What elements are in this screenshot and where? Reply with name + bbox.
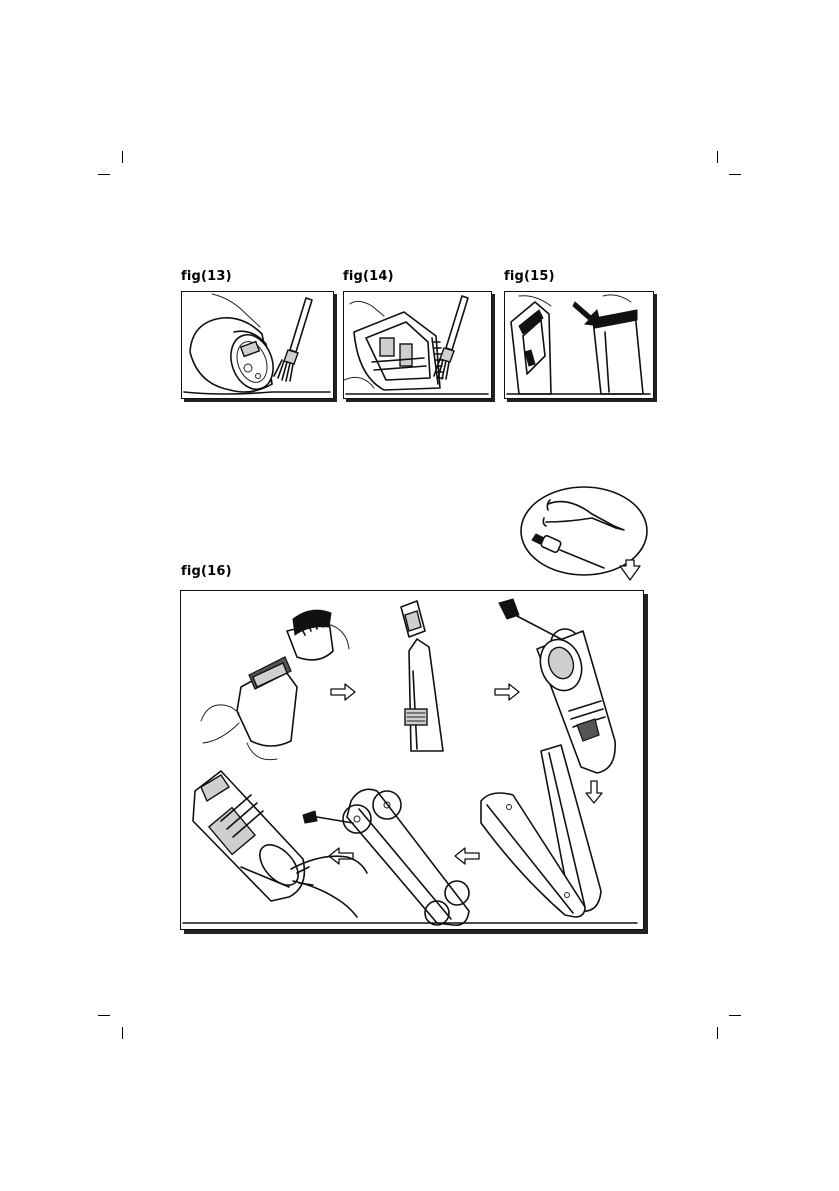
crop-mark-top-right-v [717, 151, 718, 163]
crop-mark-top-left-h [98, 174, 110, 175]
step-arrow-icon [495, 684, 519, 700]
fig15-caption: fig(15) [504, 269, 555, 284]
step-6-disassembly [193, 771, 367, 917]
fig15-illustration [504, 291, 654, 399]
fig16-caption: fig(16) [181, 564, 232, 579]
step-arrow-icon [586, 781, 602, 803]
step-2-blade-detail [401, 601, 443, 751]
crop-mark-bottom-left-v [122, 1027, 123, 1039]
fig14-illustration [343, 291, 492, 399]
tools-inset [518, 484, 654, 584]
fig16-illustration [180, 590, 644, 930]
crop-mark-bottom-right-v [717, 1027, 718, 1039]
fig13-illustration [181, 291, 334, 399]
crop-mark-top-right-h [729, 174, 741, 175]
step-1-remove-blade [201, 610, 349, 760]
step-arrow-icon [455, 848, 479, 864]
fig14-caption: fig(14) [343, 269, 394, 284]
crop-mark-top-left-v [122, 151, 123, 163]
step-arrow-icon [331, 684, 355, 700]
crop-mark-bottom-left-h [98, 1015, 110, 1016]
brush-icon [274, 298, 312, 381]
crop-mark-bottom-right-h [729, 1015, 741, 1016]
fig13-caption: fig(13) [181, 269, 232, 284]
step-4-open-housing [481, 745, 601, 917]
